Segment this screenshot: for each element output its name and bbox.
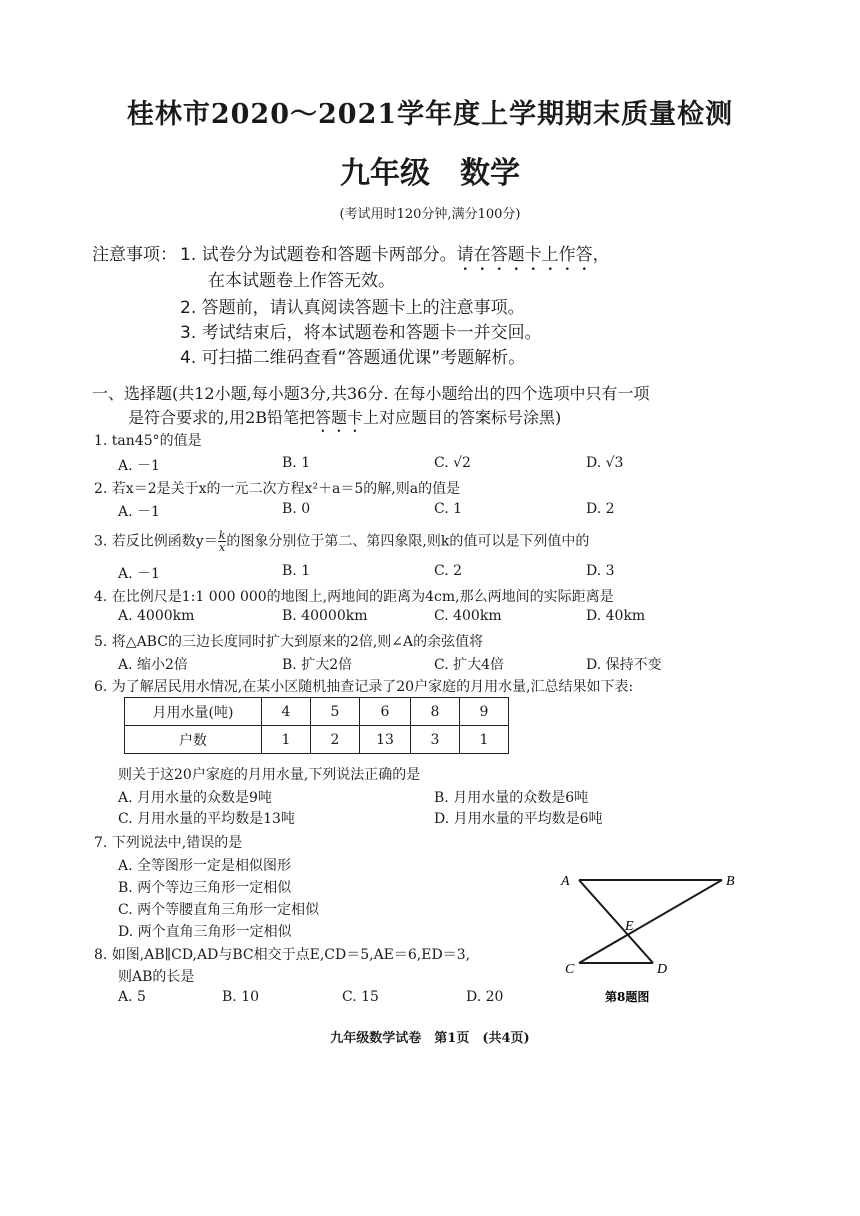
notice-label: 注意事项： [92,245,177,265]
q2-option-c: C. 1 [434,501,463,517]
q5-option-d: D. 保持不变 [586,657,662,673]
page-subtitle: 九年级 数学 [340,156,520,191]
q6-option-b: B. 月用水量的众数是6吨 [434,790,589,806]
table-cell: 8 [411,698,460,726]
q1-option-b: B. 1 [282,455,311,471]
q6-stem: 6. 为了解居民用水情况,在某小区随机抽查记录了20户家庭的月用水量,汇总结果如下表: [94,679,634,695]
q7-option-c: C. 两个等腰直角三角形一定相似 [118,902,320,918]
q4-option-c: C. 400km [434,608,502,624]
q1-option-a: A. －1 [118,458,160,474]
point-d-label: D [657,962,668,977]
q2-stem: 2. 若x＝2是关于x的一元二次方程x²＋a＝5的解,则a的值是 [94,481,461,497]
section1-line2-suffix: 上对应题目的答案标号涂黑) [363,408,562,427]
q1-option-d: D. √3 [586,455,624,471]
table-cell: 13 [360,726,411,754]
notice-item-1-suffix: ， [592,245,610,265]
exam-note: (考试用时120分钟,满分100分) [339,207,521,222]
q3-option-b: B. 1 [282,563,311,579]
q1-option-c: C. √2 [434,455,471,471]
table-cell: 1 [460,726,509,754]
point-c-label: C [565,962,575,977]
table-row [125,698,509,726]
q3-stem [94,530,589,553]
q3-fraction-numerator: k [218,529,226,542]
figure-8-caption: 第8题图 [605,990,650,1004]
table-cell: 3 [411,726,460,754]
q3-option-c: C. 2 [434,563,463,579]
q1-stem: 1. tan45°的值是 [94,433,202,449]
page-title: 桂林市2020～2021学年度上学期期末质量检测 [126,99,734,130]
q2-option-d: D. 2 [586,501,615,517]
table-cell: 2 [311,726,360,754]
q8-option-c: C. 15 [342,989,379,1005]
q3-stem-pre: 3. 若反比例函数y＝ [94,533,218,550]
q4-option-d: D. 40km [586,608,646,624]
q5-option-a: A. 缩小2倍 [118,657,188,673]
notice-item-2: 2. 答题前，请认真阅读答题卡上的注意事项。 [180,298,525,318]
q5-stem: 5. 将△ABC的三边长度同时扩大到原来的2倍,则∠A的余弦值将 [94,634,484,650]
q7-stem: 7. 下列说法中,错误的是 [94,835,243,851]
point-a-label: A [561,874,570,889]
q4-stem: 4. 在比例尺是1:1 000 000的地图上,两地间的距离为4cm,那么两地间的实际距离是 [94,589,614,605]
q8-stem: 8. 如图,AB∥CD,AD与BC相交于点E,CD＝5,AE＝6,ED＝3, [94,947,471,963]
notice-item-1-prefix: 1. 试卷分为试题卷和答题卡两部分。 [180,245,457,265]
q6-after-text: 则关于这20户家庭的月用水量,下列说法正确的是 [118,767,421,783]
point-b-label: B [726,874,735,889]
notice-item-1-line2: 在本试题卷上作答无效。 [208,271,395,291]
segment-ad [579,880,653,963]
q3-fraction-denominator: x [218,541,226,554]
q6-option-a: A. 月用水量的众数是9吨 [118,790,272,806]
segment-bc [579,880,722,963]
q5-option-c: C. 扩大4倍 [434,657,505,673]
q3-option-d: D. 3 [586,563,615,579]
section1-line2-prefix: 是符合要求的,用2B铅笔把 [128,408,316,427]
q8-option-b: B. 10 [222,989,260,1005]
notice-item-4: 4. 可扫描二维码查看“答题通优课”考题解析。 [180,348,526,368]
q3-option-a: A. －1 [118,566,160,582]
q4-option-b: B. 40000km [282,608,368,624]
figure-8-diagram [555,866,755,1006]
q7-option-b: B. 两个等边三角形一定相似 [118,880,292,896]
q6-option-c: C. 月用水量的平均数是13吨 [118,811,295,827]
table-cell: 户数 [125,726,262,754]
section1-line2-emphasis: 答题卡 [315,408,364,427]
q2-option-a: A. －1 [118,504,160,520]
q8-option-d: D. 20 [466,989,504,1005]
table-cell: 5 [311,698,360,726]
notice-item-1-emphasis: 请在答题卡上作答 [456,245,593,265]
table-cell: 1 [262,726,311,754]
section1-heading: 一、选择题(共12小题,每小题3分,共36分. 在每小题给出的四个选项中只有一项 [92,384,650,403]
table-cell: 月用水量(吨) [125,698,262,726]
q8-stem-line2: 则AB的长是 [118,969,195,985]
page-footer: 九年级数学试卷 第1页 (共4页) [330,1031,530,1046]
q8-option-a: A. 5 [118,989,146,1005]
q5-option-b: B. 扩大2倍 [282,657,353,673]
q7-option-d: D. 两个直角三角形一定相似 [118,924,292,940]
table-cell: 9 [460,698,509,726]
q6-option-d: D. 月用水量的平均数是6吨 [434,811,603,827]
q2-option-b: B. 0 [282,501,311,517]
notice-item-3: 3. 考试结束后，将本试题卷和答题卡一并交回。 [180,323,542,343]
q7-option-a: A. 全等图形一定是相似图形 [118,858,292,874]
point-e-label: E [625,919,634,934]
table-cell: 4 [262,698,311,726]
table-cell: 6 [360,698,411,726]
table-row [125,726,509,754]
q4-option-a: A. 4000km [118,608,195,624]
q3-stem-post: 的图象分别位于第二、第四象限,则k的值可以是下列值中的 [226,533,590,550]
water-usage-table [124,697,509,754]
